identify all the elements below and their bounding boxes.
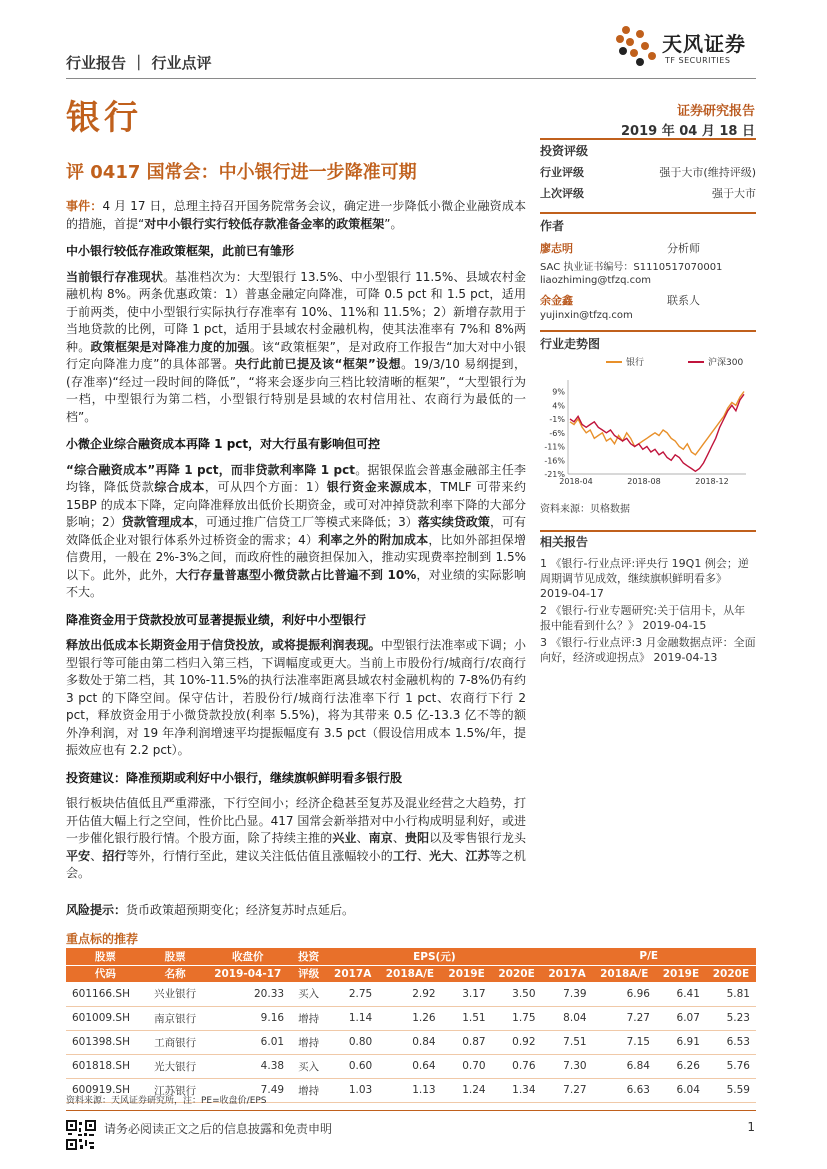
table-row [66, 1054, 756, 1078]
logo-text-cn: 天风证券 [662, 32, 746, 56]
table-cell: 6.84 [593, 1054, 656, 1078]
authors-heading: 作者 [540, 212, 756, 234]
table-header-cell: 2020E [706, 965, 756, 982]
page-number: 1 [747, 1120, 755, 1134]
table-cell: 1.34 [492, 1078, 542, 1102]
table-cell: 增持 [290, 1078, 327, 1102]
rating-row: 行业评级 强于大市(维持评级) [540, 166, 756, 179]
section-heading: 降准资金用于贷款投放可显著提振业绩，利好中小型银行 [66, 612, 367, 627]
table-cell: 0.60 [327, 1054, 378, 1078]
table-header-cell: 2019E [442, 965, 492, 982]
table-cell: 9.16 [205, 1006, 290, 1030]
table-cell: 5.76 [706, 1054, 756, 1078]
table-cell: 6.41 [656, 982, 706, 1006]
table-cell: 2.92 [378, 982, 441, 1006]
table-cell: 6.04 [656, 1078, 706, 1102]
paragraph: 银行板块估值低且严重滞涨，下行空间小；经济企稳甚至复苏及混业经营之大趋势，打开估值大幅上行之空间，性价比凸显。417 国常会新举措对中小行构成明显利好，或进一步催化银行股行情。个股方面，除了持续主推的兴业、南京、贵阳以及零售银行龙头平安、招行等外，行情行至此，建议关注低估值且涨幅较小的工行、光大、江苏等之机会。 [66, 796, 526, 880]
legend-label: 银行 [626, 358, 645, 368]
table-cell: 7.15 [593, 1030, 656, 1054]
x-tick-label: 2018-04 [559, 477, 593, 486]
table-cell: 工商银行 [145, 1030, 206, 1054]
table-cell: 601009.SH [66, 1006, 145, 1030]
table-header-cell: 2019E [656, 965, 706, 982]
table-header-cell: 代码 [66, 965, 145, 982]
table-header-cell: 2018A/E [378, 965, 441, 982]
table-row [66, 982, 756, 1006]
trend-line-chart [540, 350, 756, 490]
table-cell: 601166.SH [66, 982, 145, 1006]
table-cell: 6.01 [205, 1030, 290, 1054]
table-cell: 增持 [290, 1006, 327, 1030]
table-cell: 0.64 [378, 1054, 441, 1078]
table-source: 资料来源：天风证券研究所，注：PE=收盘价/EPS [66, 1096, 267, 1106]
table-cell: 7.39 [542, 982, 593, 1006]
main-body [66, 198, 526, 887]
table-cell: 兴业银行 [145, 982, 206, 1006]
rating-row: 上次评级 强于大市 [540, 187, 756, 200]
table-cell: 光大银行 [145, 1054, 206, 1078]
risk-note: 风险提示：货币政策超预期变化；经济复苏时点延后。 [66, 903, 355, 917]
trend-heading: 行业走势图 [540, 330, 756, 352]
table-cell: 买入 [290, 1054, 327, 1078]
table-cell: 1.13 [378, 1078, 441, 1102]
table-cell: 南京银行 [145, 1006, 206, 1030]
section-heading: 投资建议：降准预期或利好中小银行，继续旗帜鲜明看多银行股 [66, 770, 403, 785]
table-cell: 买入 [290, 982, 327, 1006]
sector-title: 银行 [66, 98, 142, 138]
y-tick-label: -11% [544, 442, 565, 452]
table-cell: 1.24 [442, 1078, 492, 1102]
table-cell: 0.70 [442, 1054, 492, 1078]
table-cell: 0.92 [492, 1030, 542, 1054]
table-cell: 5.23 [706, 1006, 756, 1030]
table-cell: 7.49 [205, 1078, 290, 1102]
table-cell: 江苏银行 [145, 1078, 206, 1102]
table-cell: 0.76 [492, 1054, 542, 1078]
y-tick-label: -21% [544, 470, 565, 479]
section-heading: 中小银行较低存准政策框架，此前已有雏形 [66, 244, 295, 258]
table-cell: 1.03 [327, 1078, 378, 1102]
table-cell: 6.63 [593, 1078, 656, 1102]
table-cell: 3.17 [442, 982, 492, 1006]
table-row [66, 1030, 756, 1054]
table-cell: 601818.SH [66, 1054, 145, 1078]
table-cell: 0.80 [327, 1030, 378, 1054]
table-cell: 5.81 [706, 982, 756, 1006]
table-cell: 增持 [290, 1030, 327, 1054]
related-reports [540, 530, 756, 667]
table-cell: 3.50 [492, 982, 542, 1006]
table-header-cell: 评级 [290, 965, 327, 982]
table-cell: 6.53 [706, 1030, 756, 1054]
footer-divider [66, 1110, 756, 1111]
rating-heading: 投资评级 [540, 138, 756, 159]
legend-label: 沪深300 [708, 358, 744, 368]
table-cell: 20.33 [205, 982, 290, 1006]
report-date: 2019 年 04 月 18 日 [621, 124, 755, 139]
y-tick-label: -1% [549, 415, 565, 424]
recommend-table: 股票 股票 收盘价 投资 EPS(元) P/E 代码 名称 2019-04-17 评级 2017A 2018A/E 2019E 2020E 2017A 2018A/E 2019E 2020E 601166.SH 兴业银行 20.33 买入 2.75 2.92 3.17 3.50 7.39 6.96 6.41 5.81 601009.SH 南京银行 9.16 增持 1.14 1.26 1.51 1.75 8.04 7.27 6.07 5.23 601398.SH 工商银行 6.01 增持 0.80 0.84 0.87 0.92 7.51 7.15 6.91 6.53 601818.SH 光大银行 4.38 买入 0.60 0.64 0.70 0.76 7.30 6.84 6.26 5.76 600919.SH 江苏银行 7.49 增持 1.03 1.13 1.24 1.34 7.27 6.63 6.04 5.59 [66, 948, 756, 1103]
report-category: 行业报告 ｜ 行业点评 [66, 54, 212, 72]
qr-code-icon [66, 1120, 96, 1150]
author-row: 余金鑫 联系人 [540, 294, 700, 307]
author-email[interactable]: yujinxin@tfzq.com [540, 310, 633, 321]
table-cell: 7.51 [542, 1030, 593, 1054]
related-item[interactable]: 3 《银行-行业点评:3 月金融数据点评：全面向好，经济或迎拐点》 2019-04-13 [540, 636, 756, 664]
author-row: 廖志明 分析师 [540, 242, 700, 255]
table-cell: 7.27 [593, 1006, 656, 1030]
table-cell: 2.75 [327, 982, 378, 1006]
author-cert: SAC 执业证书编号：S1110517070001 [540, 262, 723, 273]
table-cell: 6.91 [656, 1030, 706, 1054]
table-header-cell: 2017A [542, 965, 593, 982]
paragraph: “综合融资成本”再降 1 pct，而非贷款利率降 1 pct。据银保监会普惠金融部主任李均锋，降低贷款综合成本，可从四个方面：1）银行资金来源成本，TMLF 可带来约 15BP 的成本下降，定向降准释放出低价长期资金，或可对冲掉贷款利率下降的大部分影响；2）贷款管理成本，可通过推广信贷工厂等模式来降低；3）落实续贷政策，可有效降低企业对银行体系外过桥资金的需求；4）利率之外的附加成本，比如外部担保增信费用，一般在 2%-3%之间，而政府性的融资担保加入，推动实现费率控制到 1.5%以下。此外，此外，大行存量普惠型小微贷款占比普遍不到 10%，对业绩的实际影响不大。 [66, 462, 526, 599]
page-title: 评 0417 国常会：中小银行进一步降准可期 [66, 162, 417, 183]
table-title: 重点标的推荐 [66, 932, 139, 946]
x-tick-label: 2018-12 [695, 477, 729, 486]
section-heading: 小微企业综合融资成本再降 1 pct，对大行虽有影响但可控 [66, 437, 381, 451]
y-tick-label: 4% [552, 401, 565, 411]
related-heading: 相关报告 [540, 530, 756, 550]
logo-text-en: TF SECURITIES [665, 56, 731, 65]
table-cell: 7.27 [542, 1078, 593, 1102]
related-item[interactable]: 1 《银行-行业点评:评央行 19Q1 例会；逆周期调节见成效，继续旗帜鲜明看多》 2019-04-17 [540, 557, 749, 600]
table-cell: 1.26 [378, 1006, 441, 1030]
table-cell: 6.96 [593, 982, 656, 1006]
header-divider [66, 78, 756, 79]
y-tick-label: -6% [549, 428, 565, 438]
table-header-cell: 2017A [327, 965, 378, 982]
rating-panel [540, 138, 756, 201]
table-cell: 1.75 [492, 1006, 542, 1030]
y-tick-label: -16% [544, 456, 565, 466]
table-cell: 1.51 [442, 1006, 492, 1030]
chart-source: 资料来源：贝格数据 [540, 504, 630, 515]
authors-panel [540, 212, 756, 321]
report-label: 证券研究报告 [676, 104, 755, 119]
related-item[interactable]: 2 《银行-行业专题研究:关于信用卡，从年报中能看到什么？》 2019-04-15 [540, 604, 746, 632]
table-header-cell: 名称 [145, 965, 206, 982]
table-header-cell: 2018A/E [593, 965, 656, 982]
paragraph: 当前银行存准现状。基准档次为：大型银行 13.5%、中小型银行 11.5%、县域农村金融机构 8%。两条优惠政策：1）普惠金融定向降准，可降 0.5 pct 和 1.5 pct，适用于前两类，使中小型银行实际执行存准率有 10%、11%和 11.5%；2）新增存款用于当地贷款的比例，可降 1 pct，适用于县域农村金融机构，使其法准率有 7%和 8%两种。政策框架是对降准力度的加强。该“政策框架”，是对政府工作报告“加大对中小银行定向降准力度”的具体部署。央行此前已提及该“框架”设想。19/3/10 易纲提到，(存准率)“经过一段时间的降低”，“将来会逐步向三档比较清晰的框架”，“大型银行为一档，中型银行为第二档，小型银行特别是县域的农村信用社、农商行为最低的一档”。 [66, 269, 527, 424]
table-cell: 0.87 [442, 1030, 492, 1054]
event-paragraph: 事件：4 月 17 日，总理主持召开国务院常务会议，确定进一步降低小微企业融资成本的措施，首提“对中小银行实行较低存款准备金率的政策框架”。 [66, 199, 526, 231]
table-header-cell: 2020E [492, 965, 542, 982]
table-cell: 7.30 [542, 1054, 593, 1078]
table-cell: 1.14 [327, 1006, 378, 1030]
table-header-cell: 2019-04-17 [205, 965, 290, 982]
table-cell: 6.26 [656, 1054, 706, 1078]
series-line [570, 394, 744, 471]
table-cell: 8.04 [542, 1006, 593, 1030]
footer-disclaimer: 请务必阅读正文之后的信息披露和免责申明 [104, 1122, 333, 1136]
table-cell: 6.07 [656, 1006, 706, 1030]
table-cell: 5.59 [706, 1078, 756, 1102]
table-cell: 600919.SH [66, 1078, 145, 1102]
x-tick-label: 2018-08 [627, 477, 661, 486]
table-cell: 601398.SH [66, 1030, 145, 1054]
table-row [66, 1006, 756, 1030]
paragraph: 释放出低成本长期资金用于信贷投放，或将提振利润表现。中型银行法准率或下调；小型银行等可能由第二档归入第三档，下调幅度或更大。当前上市股份行/城商行/农商行多数处于第二档，其 10%-11.5%的执行法准率距离县域农村金融机构的 7-8%仍有约 3 pct 的下降空间。保守估计，若股份行/城商行法准率下行 1 pct、农商行下行 2 pct，释放资金用于小微贷款投放(利率 5.5%)，将为其带来 0.5 亿-13.3 亿不等的额外净利润，对 19 年净利润增速平均提振幅度有 3.5 pct（假设信用成本 1.5%/年，提振效应也有 2.2 pct）。 [66, 638, 526, 757]
table-cell: 0.84 [378, 1030, 441, 1054]
author-email[interactable]: liaozhiming@tfzq.com [540, 275, 651, 286]
table-cell: 4.38 [205, 1054, 290, 1078]
y-tick-label: 9% [552, 387, 565, 397]
